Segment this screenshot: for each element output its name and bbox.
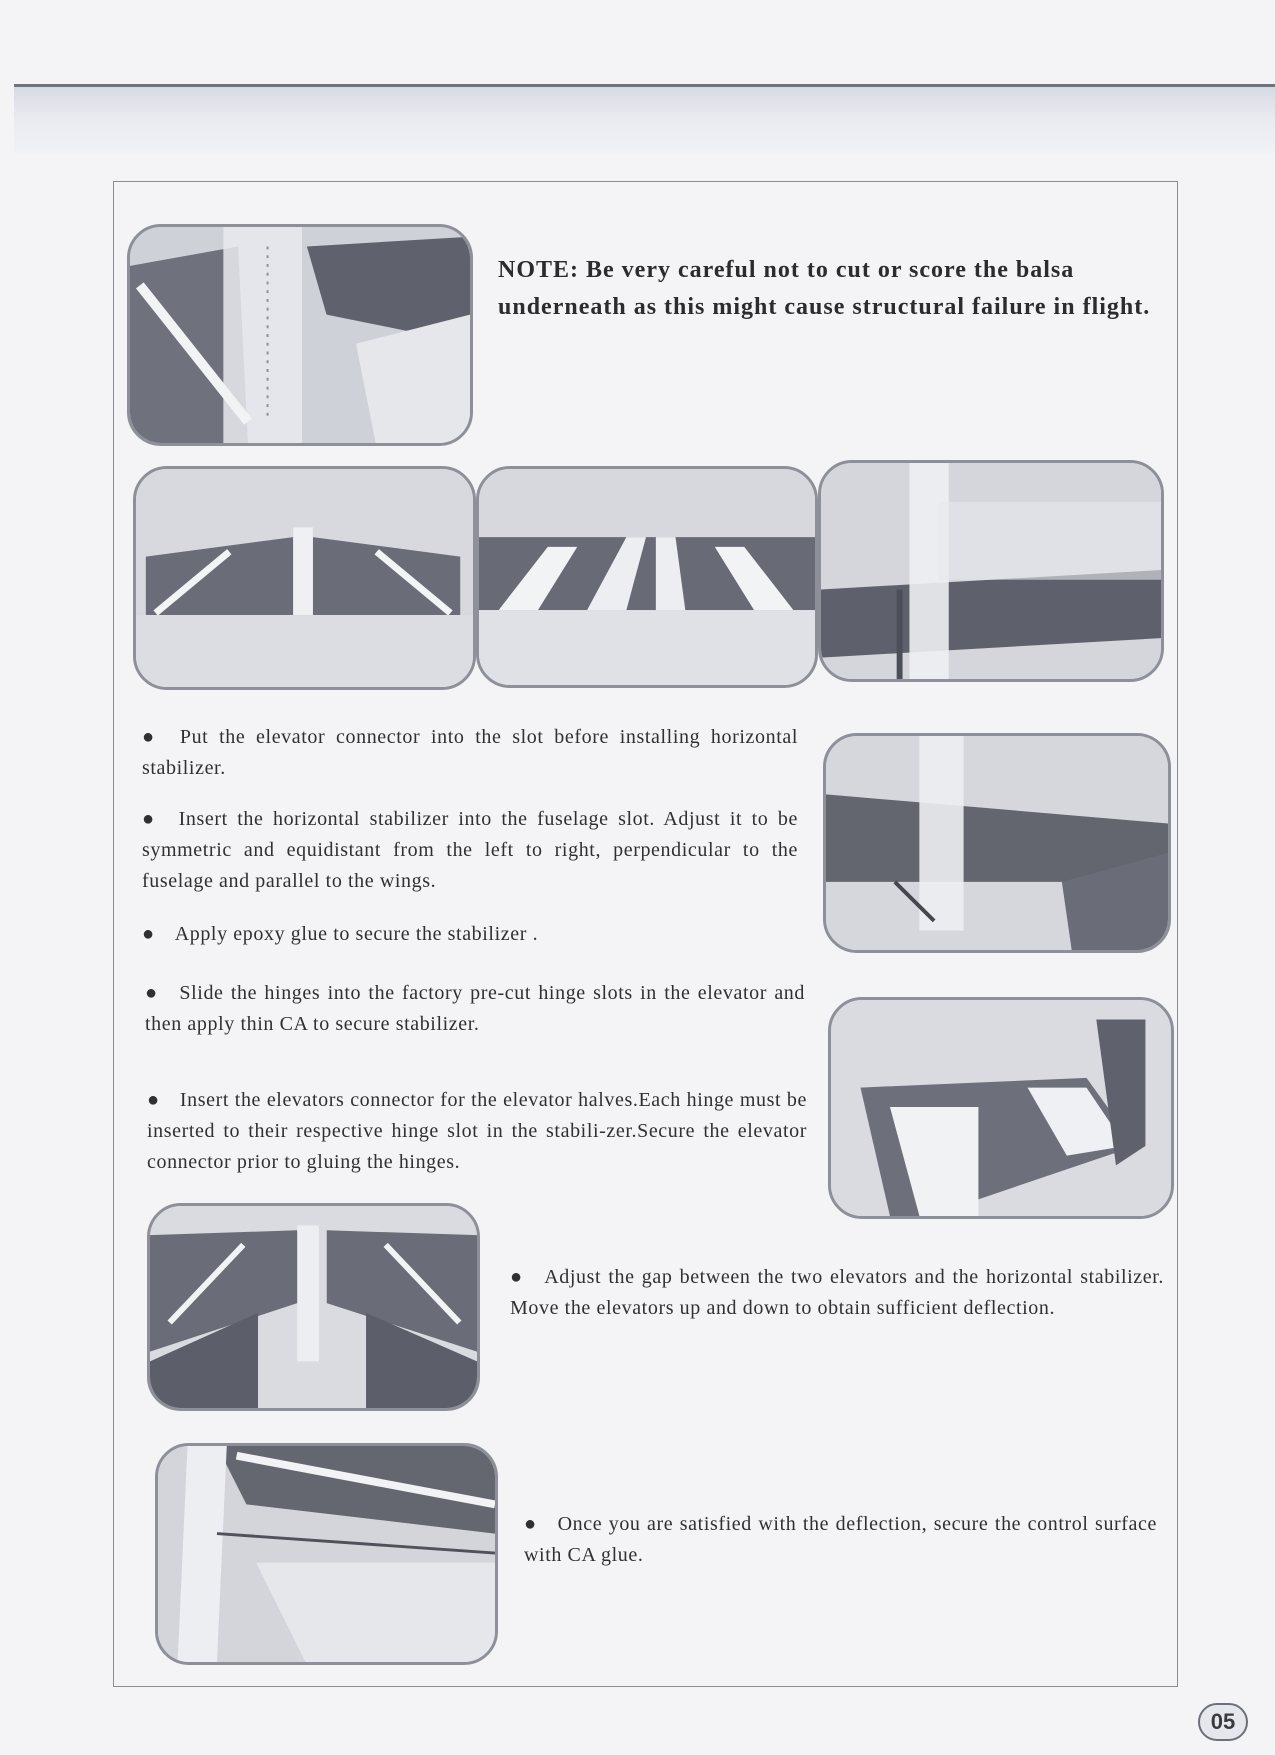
instruction-4 — [145, 978, 805, 1040]
photo-epoxy-glue — [823, 733, 1171, 953]
bullet-icon: ● — [142, 726, 160, 748]
instruction-5-text: Insert the elevators connector for the elevator halves.Each hinge must be inserted to their respective hinge slot in the stabili-zer.Secure the elevator connector prior to gluing the hinges. — [147, 1089, 807, 1173]
photo-control-surface — [155, 1443, 498, 1665]
bullet-icon: ● — [524, 1513, 538, 1535]
instruction-3 — [142, 919, 798, 950]
bullet-icon: ● — [147, 1089, 160, 1111]
instruction-2 — [142, 804, 798, 897]
photo-hinge-slots — [828, 997, 1174, 1219]
photo-elevator-gap — [147, 1203, 480, 1411]
photo-stabilizer-top — [133, 466, 476, 690]
page-number: 05 — [1198, 1703, 1248, 1741]
photo-stabilizer-front — [476, 466, 818, 688]
instruction-2-text: Insert the horizontal stabilizer into the fuselage slot. Adjust it to be symmetric and equidistant from the left to right, perpendicular to the fuselage and parallel to the wings. — [142, 808, 798, 892]
bullet-icon: ● — [142, 923, 155, 945]
instruction-7 — [524, 1509, 1157, 1571]
instruction-5 — [147, 1085, 807, 1178]
instruction-7-text: Once you are satisfied with the deflection, secure the control surface with CA glue. — [524, 1513, 1157, 1566]
photo-ruler-cutting — [127, 224, 473, 446]
bullet-icon: ● — [142, 808, 159, 830]
instruction-4-text: Slide the hinges into the factory pre-cut hinge slots in the elevator and then apply thin CA to secure stabilizer. — [145, 982, 805, 1035]
photo-fuselage-side — [818, 460, 1164, 682]
instruction-6-text: Adjust the gap between the two elevators and the horizontal stabilizer. Move the elevators up and down to obtain sufficient deflection. — [510, 1266, 1164, 1319]
header-band — [14, 84, 1275, 153]
note-text: NOTE: Be very careful not to cut or score the balsa underneath as this might cause structural failure in flight. — [498, 257, 1151, 320]
bullet-icon: ● — [510, 1266, 525, 1288]
instruction-3-text: Apply epoxy glue to secure the stabilizer . — [174, 923, 539, 945]
bullet-icon: ● — [145, 982, 160, 1004]
instruction-6 — [510, 1262, 1164, 1324]
instruction-1-text: Put the elevator connector into the slot before installing horizontal stabilizer. — [142, 726, 799, 779]
instruction-1 — [142, 722, 798, 784]
